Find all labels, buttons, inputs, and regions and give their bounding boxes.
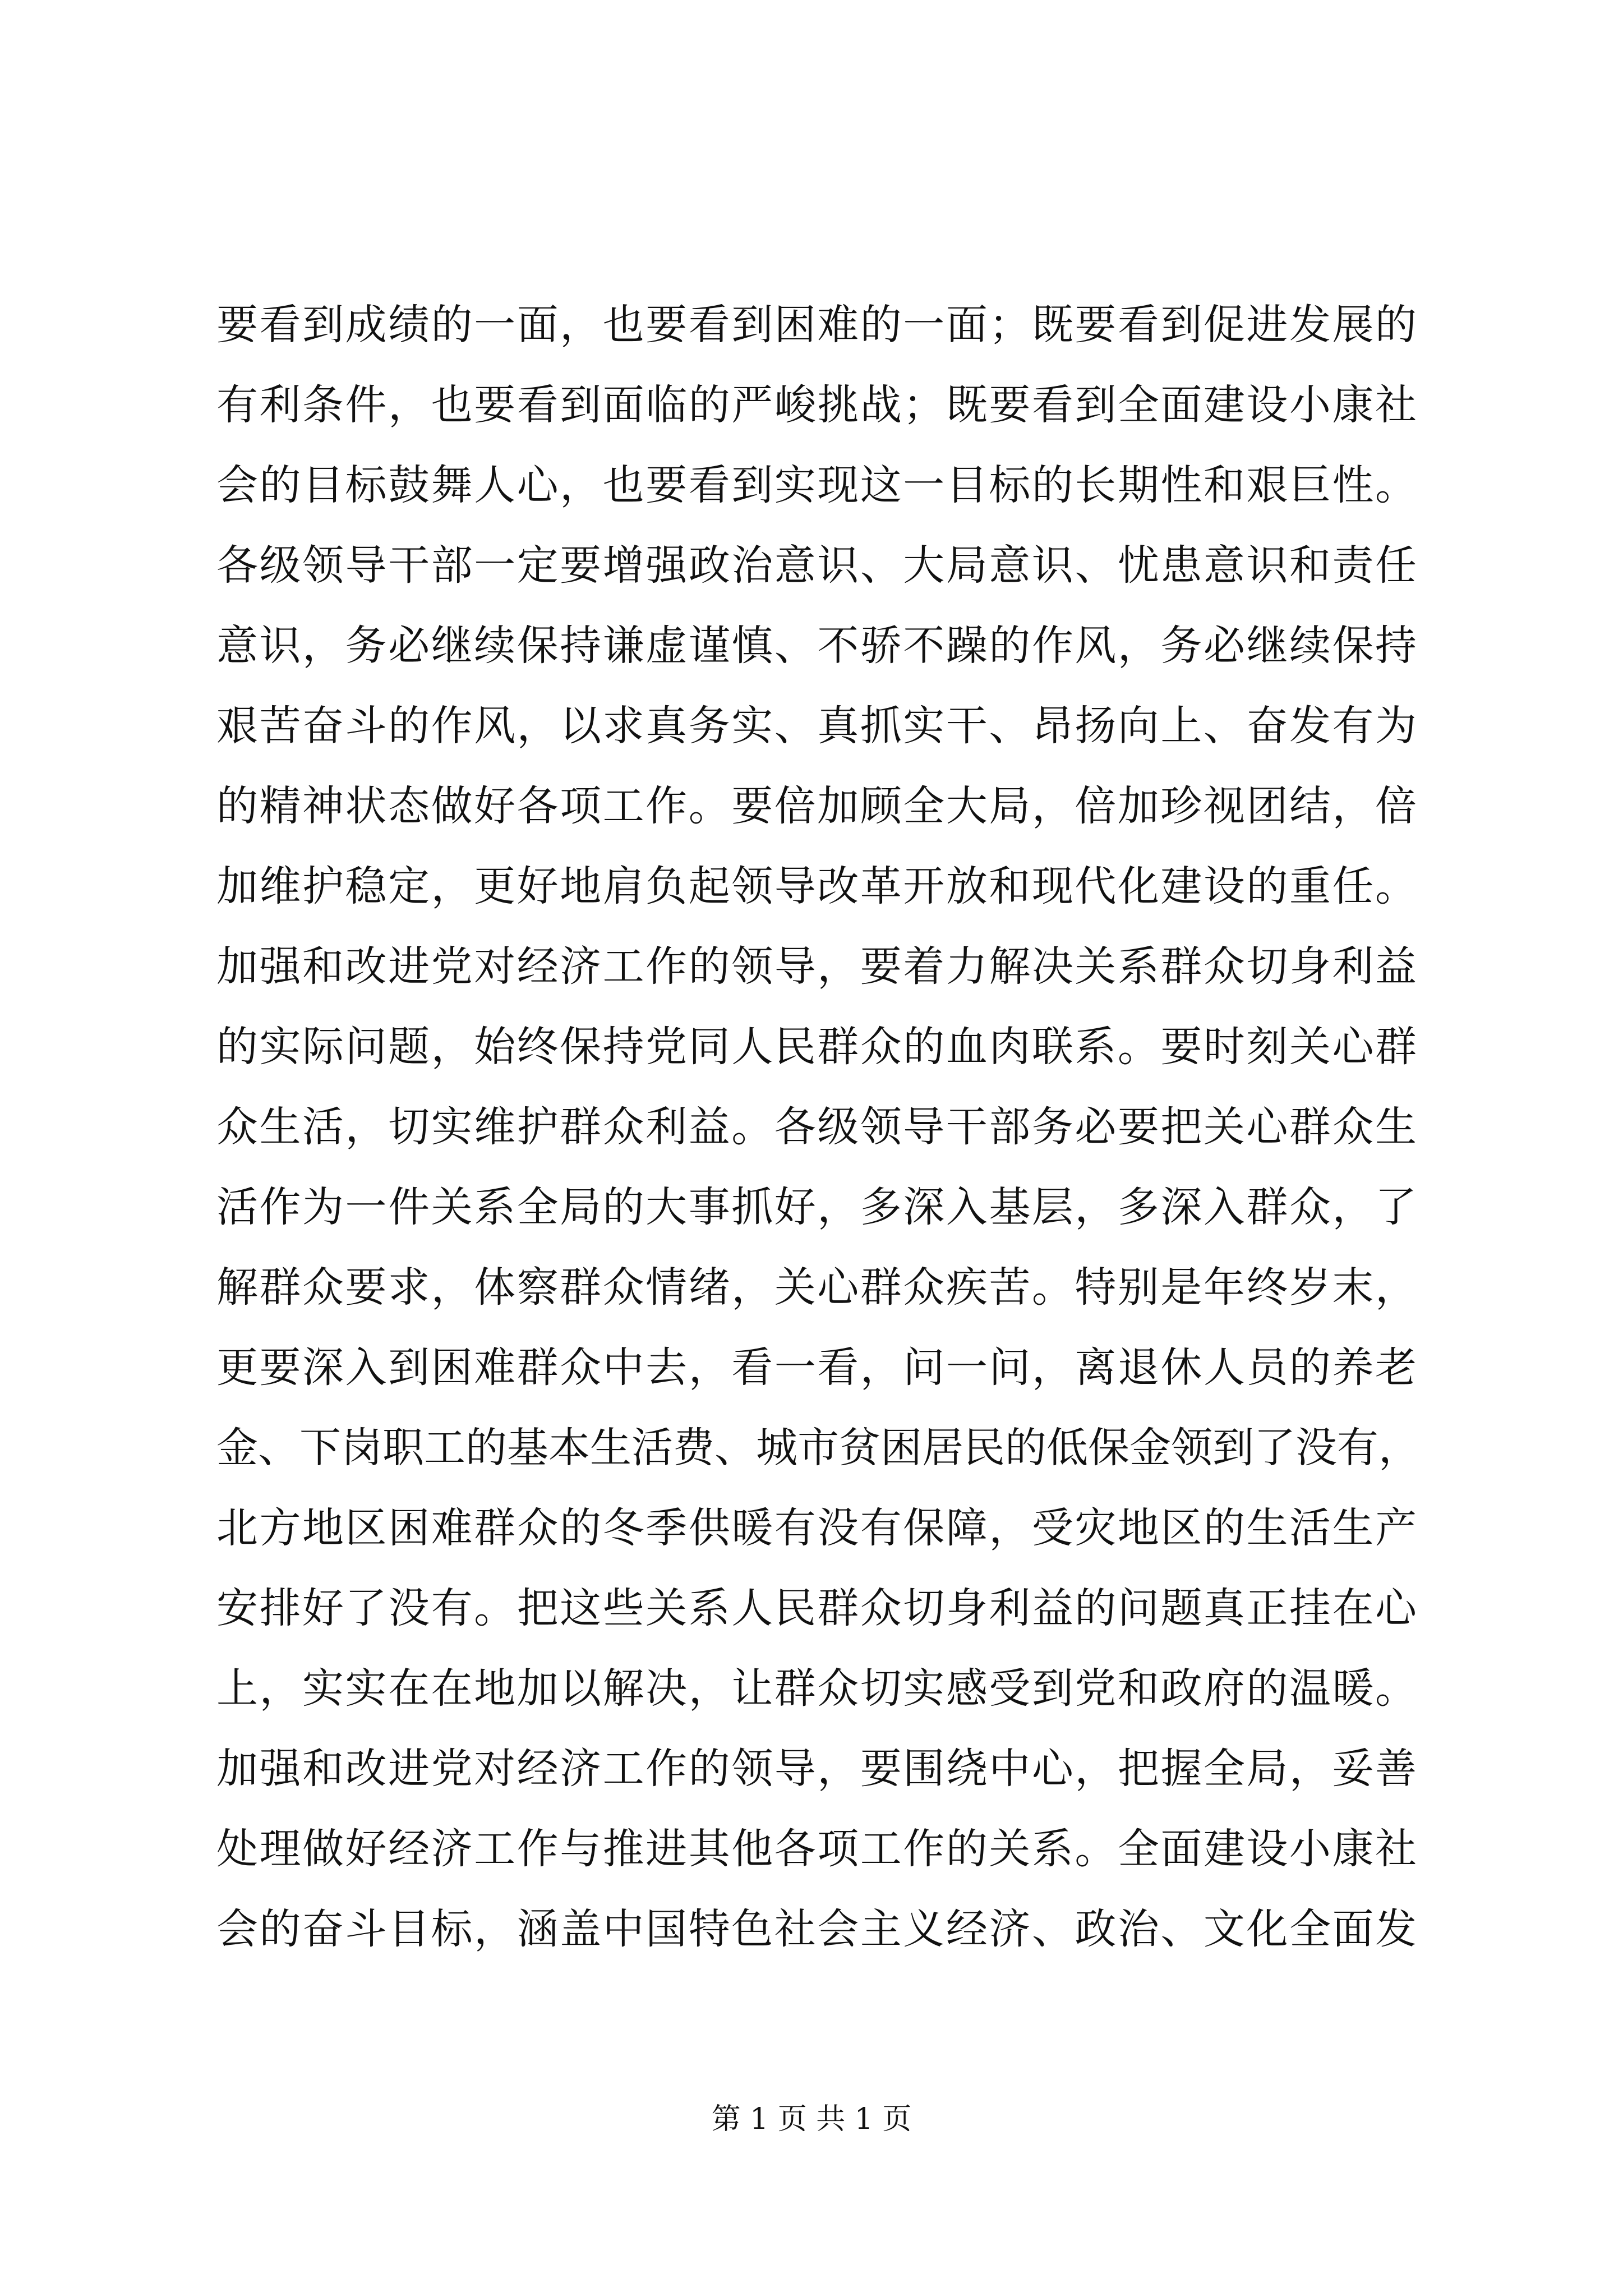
text-line: 的精神状态做好各项工作。要倍加顾全大局，倍加珍视团结，倍	[216, 782, 1417, 830]
text-line: 的实际问题，始终保持党同人民群众的血肉联系。要时刻关心群	[216, 1023, 1417, 1071]
text-line: 更要深入到困难群众中去，看一看，问一问，离退休人员的养老	[216, 1343, 1417, 1392]
page-number-label: 第 1 页 共 1 页	[711, 2102, 912, 2136]
text-line: 加强和改进党对经济工作的领导，要着力解决关系群众切身利益	[216, 942, 1417, 991]
text-line: 活作为一件关系全局的大事抓好，多深入基层，多深入群众，了	[216, 1183, 1417, 1231]
text-line: 要看到成绩的一面，也要看到困难的一面；既要看到促进发展的	[216, 301, 1417, 349]
text-line: 北方地区困难群众的冬季供暖有没有保障，受灾地区的生活生产	[216, 1504, 1417, 1552]
page-footer	[0, 2097, 1623, 2142]
text-line: 会的目标鼓舞人心，也要看到实现这一目标的长期性和艰巨性。	[216, 461, 1417, 509]
text-line: 安排好了没有。把这些关系人民群众切身利益的问题真正挂在心	[216, 1584, 1417, 1632]
text-line: 有利条件，也要看到面临的严峻挑战；既要看到全面建设小康社	[216, 381, 1417, 429]
text-line: 解群众要求，体察群众情绪，关心群众疾苦。特别是年终岁末，	[216, 1263, 1417, 1312]
text-line: 加维护稳定，更好地肩负起领导改革开放和现代化建设的重任。	[216, 862, 1417, 910]
text-line: 意识，务必继续保持谦虚谨慎、不骄不躁的作风，务必继续保持	[216, 622, 1417, 670]
text-line: 金、下岗职工的基本生活费、城市贫困居民的低保金领到了没有，	[216, 1424, 1420, 1472]
text-line: 众生活，切实维护群众利益。各级领导干部务必要把关心群众生	[216, 1103, 1417, 1151]
text-line: 上，实实在在地加以解决，让群众切实感受到党和政府的温暖。	[216, 1664, 1417, 1713]
text-line: 各级领导干部一定要增强政治意识、大局意识、忧患意识和责任	[216, 541, 1417, 590]
text-line: 处理做好经济工作与推进其他各项工作的关系。全面建设小康社	[216, 1825, 1417, 1873]
text-line: 艰苦奋斗的作风，以求真务实、真抓实干、昂扬向上、奋发有为	[216, 702, 1417, 750]
text-line: 会的奋斗目标，涵盖中国特色社会主义经济、政治、文化全面发	[216, 1905, 1417, 1953]
body-text	[216, 285, 1420, 1970]
text-line: 加强和改进党对经济工作的领导，要围绕中心，把握全局，妥善	[216, 1745, 1417, 1793]
